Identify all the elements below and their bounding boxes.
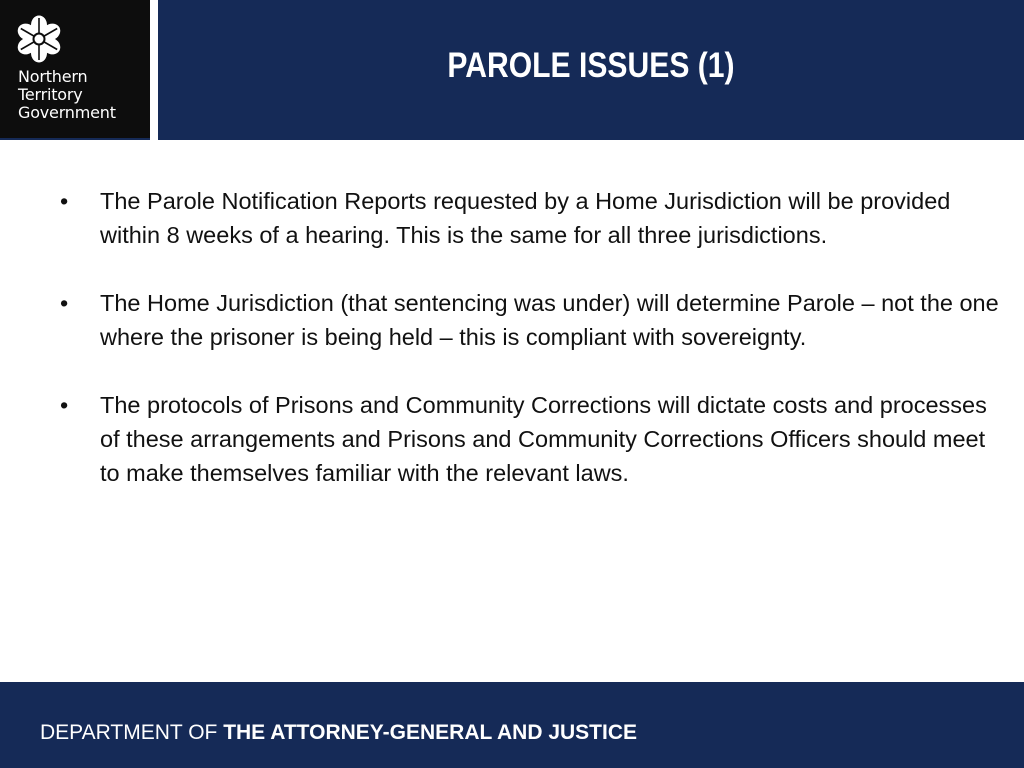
department-prefix: DEPARTMENT OF [40,721,224,744]
bullet-item-1 [60,184,1010,252]
slide-title: PAROLE ISSUES (1) [447,46,735,85]
bullet-item-3 [60,388,1010,490]
logo-divider [150,0,158,140]
logo-line-3: Government [18,103,116,122]
bullet-list [60,184,1010,524]
bullet-text-3: The protocols of Prisons and Community Corrections will dictate costs and processes of these arrangements and Prisons and Community Corrections Officers should meet to make themselves familiar with the relevant laws. [100,392,987,486]
logo-wordmark [18,68,146,122]
footer-bar [0,682,1024,768]
bullet-glyph: • [60,392,69,418]
logo-line-2: Territory [18,85,83,104]
flower-icon [14,14,64,64]
department-emphasis: THE ATTORNEY-GENERAL AND JUSTICE [223,721,638,744]
logo-line-1: Northern [18,67,88,86]
bullet-text-2: The Home Jurisdiction (that sentencing was under) will determine Parole – not the one where the prisoner is being held – this is compliant with sovereignty. [100,290,999,350]
header-bar [0,0,1024,140]
bullet-item-2 [60,286,1010,354]
bullet-glyph: • [60,188,69,214]
department-name [40,720,637,746]
bullet-text-1: The Parole Notification Reports requested by a Home Jurisdiction will be provided within 8 weeks of a hearing. This is the same for all three jurisdictions. [100,188,951,248]
nt-government-logo [0,0,150,138]
bullet-glyph: • [60,290,69,316]
